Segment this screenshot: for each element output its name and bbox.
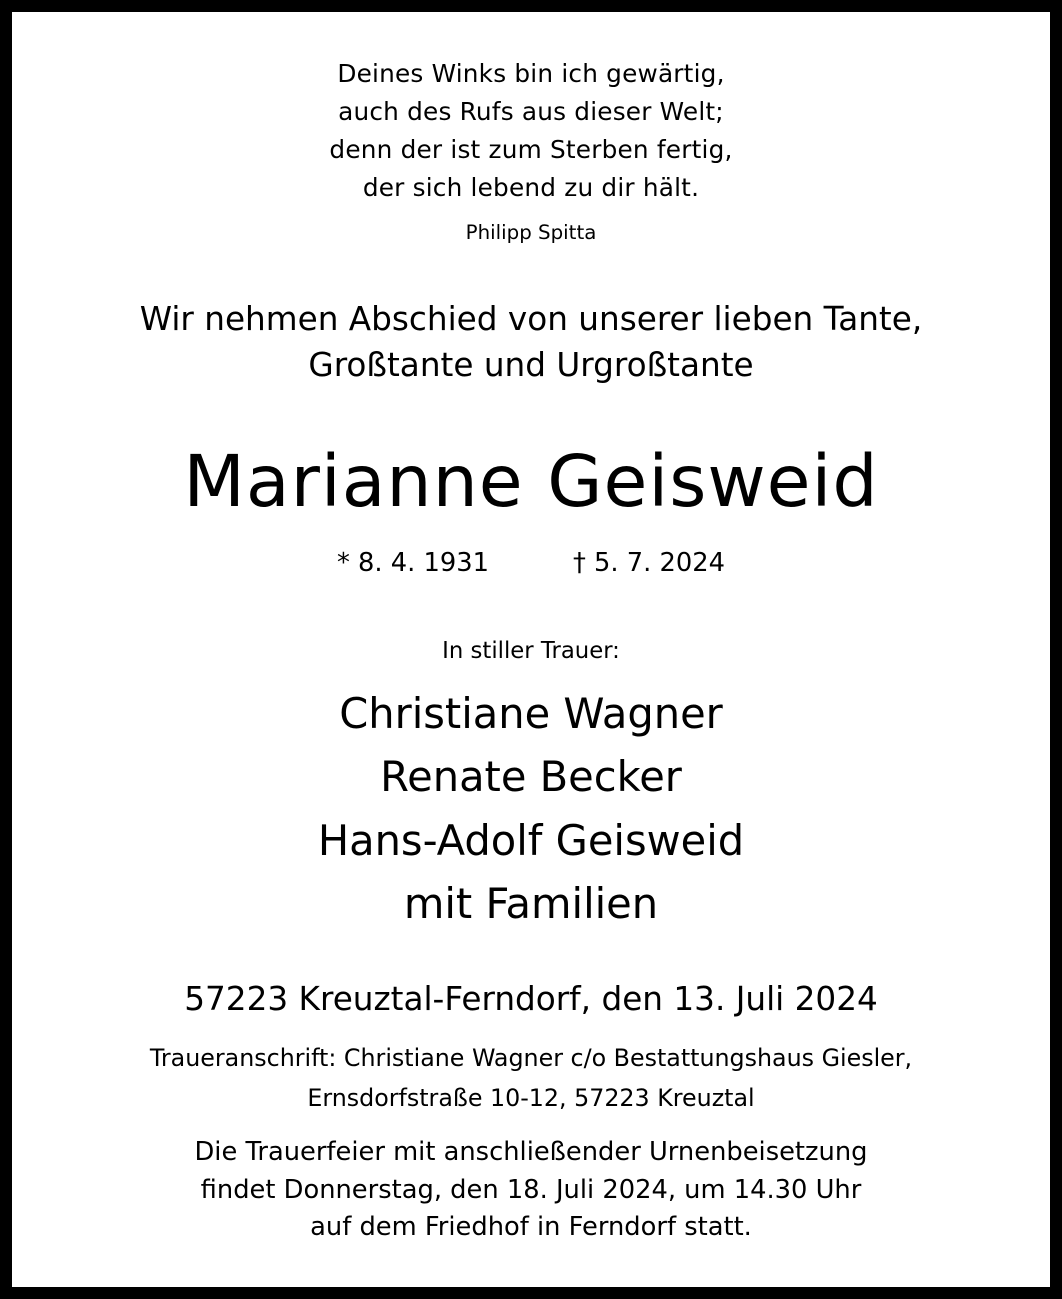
address-line: Ernsdorfstraße 10-12, 57223 Kreuztal	[307, 1084, 755, 1112]
service-line: findet Donnerstag, den 18. Juli 2024, um 14.30 Uhr	[200, 1175, 862, 1205]
verse-line: denn der ist zum Sterben fertig,	[329, 135, 733, 164]
mourners-heading: In stiller Trauer:	[442, 638, 620, 664]
birth-date: * 8. 4. 1931	[336, 548, 489, 578]
mourner-name: Hans-Adolf Geisweid	[317, 816, 745, 865]
mourner-name: Renate Becker	[380, 752, 682, 801]
verse-line: der sich lebend zu dir hält.	[362, 173, 700, 202]
service-line: auf dem Friedhof in Ferndorf statt.	[310, 1212, 752, 1242]
deceased-name: Marianne Geisweid	[183, 440, 879, 523]
service-line: Die Trauerfeier mit anschließender Urnenbeisetzung	[194, 1137, 868, 1167]
verse-author: Philipp Spitta	[465, 221, 597, 244]
address-line: Traueranschrift: Christiane Wagner c/o Bestattungshaus Giesler,	[149, 1044, 913, 1072]
place-date: 57223 Kreuztal-Ferndorf, den 13. Juli 2024	[184, 980, 878, 1018]
intro-line: Großtante und Urgroßtante	[308, 346, 754, 384]
mourner-families: mit Familien	[403, 879, 659, 928]
intro-line: Wir nehmen Abschied von unserer lieben Tante,	[139, 300, 923, 338]
verse-line: auch des Rufs aus dieser Welt;	[338, 97, 724, 126]
mourner-name: Christiane Wagner	[339, 689, 723, 738]
verse-line: Deines Winks bin ich gewärtig,	[337, 59, 725, 88]
death-date: † 5. 7. 2024	[573, 548, 726, 578]
life-dates	[12, 548, 1050, 578]
